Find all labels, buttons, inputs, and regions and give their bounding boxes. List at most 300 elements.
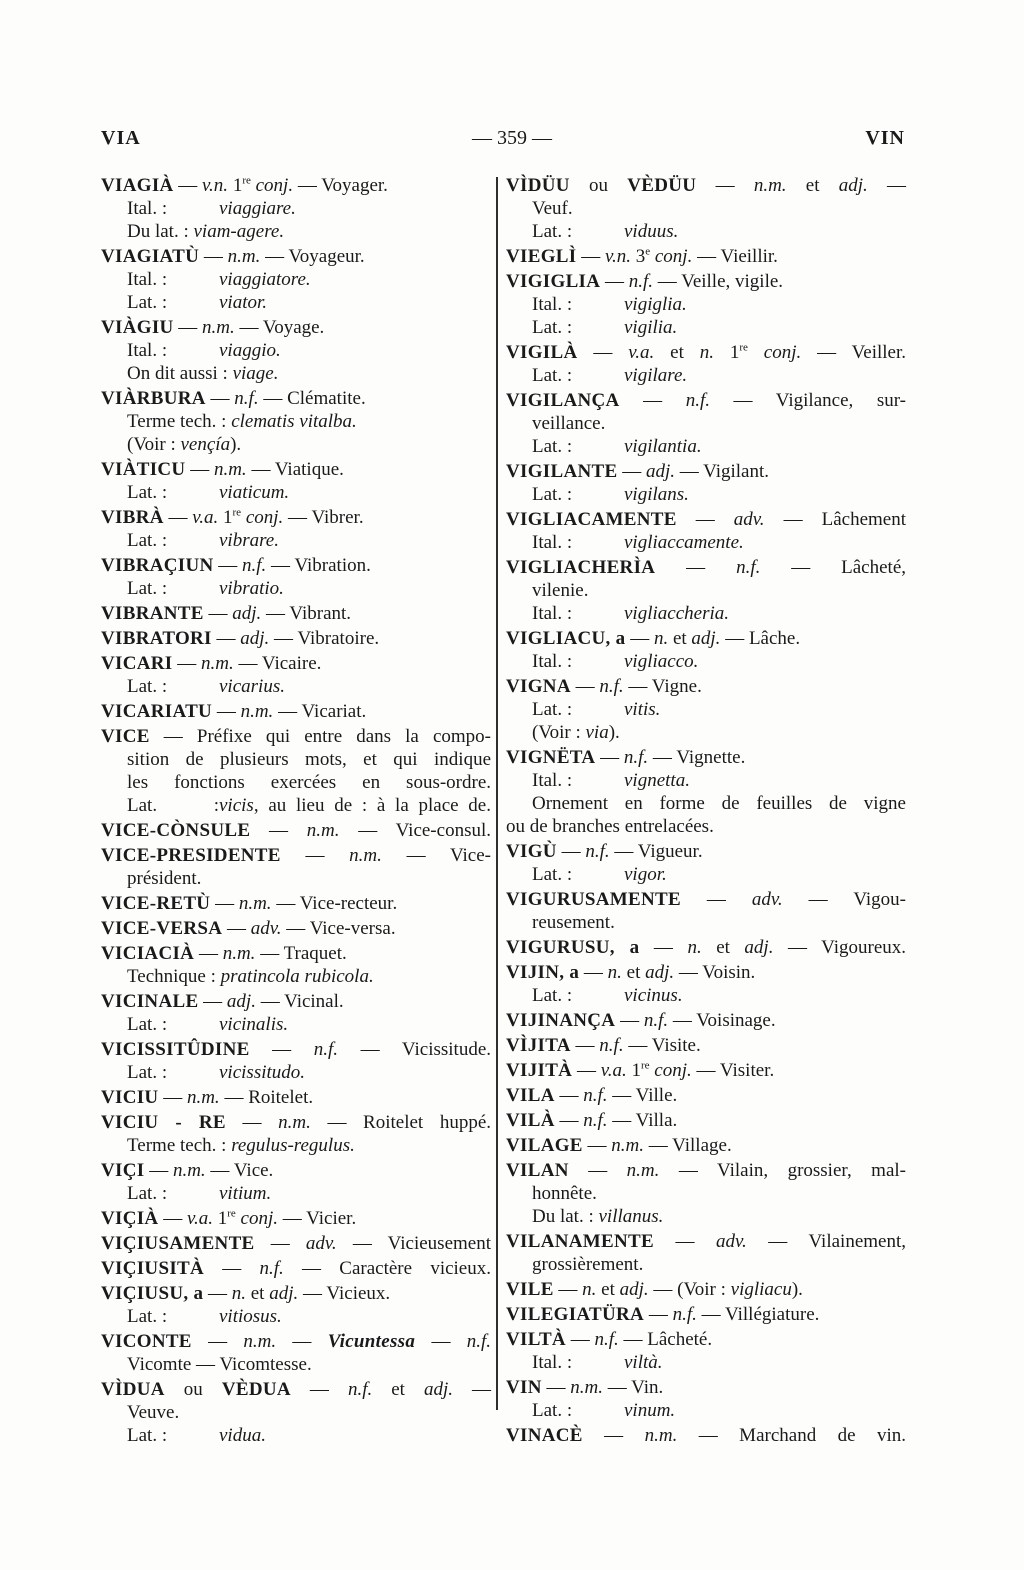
text-run: vigliacu: [730, 1279, 792, 1300]
text-run: VICE: [101, 726, 150, 747]
dictionary-entry: [101, 245, 491, 314]
entry-line: [101, 942, 491, 965]
entry-line: [101, 316, 491, 339]
text-run: reusement.: [532, 912, 615, 933]
right-column: [506, 174, 906, 1449]
text-run: VIGILANTE: [506, 461, 618, 482]
text-run: Vicomte — Vicomtesse.: [127, 1354, 312, 1375]
text-run: — Veiller.: [801, 342, 906, 363]
entry-line: [506, 341, 906, 364]
text-run: v.a.: [600, 1060, 627, 1081]
text-run: vicinus.: [624, 985, 683, 1006]
text-run: , au lieu de : à la place de.: [253, 795, 491, 816]
entry-line: [101, 410, 491, 433]
language-label: Lat. :: [532, 1400, 573, 1421]
text-run: Terme tech. :: [127, 411, 232, 432]
language-label: Ital. :: [532, 603, 573, 624]
entry-line: [101, 362, 491, 385]
entry-line: [101, 481, 491, 504]
dictionary-entry: [101, 387, 491, 456]
text-run: —: [570, 676, 600, 697]
text-run: ou de branches entrelacées.: [506, 816, 714, 837]
dictionary-entry: [506, 888, 906, 934]
entry-line: [506, 1059, 906, 1082]
dictionary-entry: [506, 174, 906, 243]
text-run: VIBRATORI: [101, 628, 212, 649]
running-head-left: VIA: [101, 127, 141, 149]
dictionary-entry: [506, 627, 906, 673]
text-run: n.m.: [222, 943, 256, 964]
text-run: n.f.: [672, 1304, 697, 1325]
text-run: — Vice-consul.: [339, 820, 491, 841]
left-column: [101, 174, 491, 1449]
text-run: viaggio.: [219, 340, 281, 361]
entry-line: [101, 1111, 491, 1134]
text-run: — Clématite.: [258, 388, 366, 409]
text-run: vigilare.: [624, 365, 688, 386]
text-run: — Viatique.: [246, 459, 344, 480]
text-run: — Vigne.: [623, 676, 702, 697]
text-run: VICIU - RE: [101, 1112, 226, 1133]
text-run: —: [617, 461, 646, 482]
text-run: — Vigou-: [782, 889, 907, 910]
text-run: —: [572, 1060, 601, 1081]
text-run: —: [173, 175, 203, 196]
text-run: VICE-CÒNSULE: [101, 820, 251, 841]
text-run: n.m.: [200, 653, 234, 674]
text-run: vigliaccheria.: [624, 603, 729, 624]
text-run: —: [158, 1208, 187, 1229]
text-run: ou: [569, 175, 628, 196]
text-run: Du lat. :: [127, 221, 194, 242]
language-label: Lat. :: [127, 1425, 168, 1446]
text-run: VIJIN, a: [506, 962, 580, 983]
dictionary-entry: [101, 1159, 491, 1205]
text-run: n.m.: [611, 1135, 644, 1156]
dictionary-entry: [506, 1134, 906, 1157]
text-run: viage.: [232, 363, 279, 384]
text-run: adv.: [715, 1231, 747, 1252]
text-run: adj.: [744, 937, 774, 958]
language-label: Ital. :: [127, 269, 168, 290]
text-run: VIEGLÌ: [506, 246, 577, 267]
text-run: — Voisin.: [674, 962, 756, 983]
dictionary-entry: [506, 1159, 906, 1228]
text-run: —: [556, 841, 586, 862]
entry-line: [506, 364, 906, 387]
text-run: VÌDUA: [101, 1379, 165, 1400]
text-run: —: [280, 845, 350, 866]
entry-line: [101, 1232, 491, 1255]
text-run: VIGLIACAMENTE: [506, 509, 677, 530]
language-label: Lat. :: [127, 1014, 168, 1035]
text-run: — Voisinage.: [668, 1010, 776, 1031]
text-run: —: [600, 271, 629, 292]
entry-line: [101, 1086, 491, 1109]
text-run: v.a.: [186, 1208, 213, 1229]
text-run: —: [198, 991, 227, 1012]
text-run: —: [415, 1331, 467, 1352]
language-label: Lat. :: [127, 795, 219, 816]
text-run: — Vicieusement: [336, 1233, 491, 1254]
text-run: v.a.: [192, 507, 219, 528]
text-run: vigilia.: [624, 317, 678, 338]
dictionary-entry: [506, 508, 906, 554]
text-run: —: [250, 820, 307, 841]
text-run: ).: [230, 434, 242, 455]
text-run: n.m.: [626, 1160, 660, 1181]
text-run: n.: [699, 342, 714, 363]
entry-line: [506, 293, 906, 316]
text-run: VIÀGIU: [101, 317, 174, 338]
entry-line: [101, 1038, 491, 1061]
text-run: —: [696, 175, 754, 196]
text-run: viaggiatore.: [219, 269, 311, 290]
text-run: —: [653, 1231, 716, 1252]
text-run: — Lâcheté.: [618, 1329, 713, 1350]
text-run: vicis: [219, 795, 254, 816]
dictionary-entry: [101, 1086, 491, 1109]
text-run: v.a.: [628, 342, 655, 363]
entry-line: [101, 1378, 491, 1401]
entry-line: [101, 675, 491, 698]
entry-line: [101, 990, 491, 1013]
text-run: — Vice-versa.: [281, 918, 396, 939]
text-run: — Caractère vicieux.: [283, 1258, 491, 1279]
entry-line: [506, 911, 906, 934]
dictionary-entry: [101, 990, 491, 1036]
text-run: n.f.: [259, 1258, 284, 1279]
text-run: On dit aussi :: [127, 363, 233, 384]
text-run: n.m.: [240, 701, 274, 722]
text-run: adj.: [226, 991, 256, 1012]
entry-line: [101, 1401, 491, 1424]
entry-line: [506, 863, 906, 886]
text-run: n.m.: [172, 1160, 206, 1181]
dictionary-entry: [506, 341, 906, 387]
text-run: — Vibrer.: [283, 507, 364, 528]
entry-line: [506, 579, 906, 602]
dictionary-entry: [101, 1257, 491, 1280]
entry-line: [506, 721, 906, 744]
text-run: viaggiare.: [219, 198, 296, 219]
text-run: n.f.: [313, 1039, 339, 1060]
language-label: Ital. :: [127, 340, 168, 361]
text-run: — Vice-: [381, 845, 491, 866]
text-run: — Roitelet huppé.: [310, 1112, 491, 1133]
dictionary-entry: [506, 556, 906, 625]
text-run: — Vicissitude.: [338, 1039, 491, 1060]
text-run: VIGURUSAMENTE: [506, 889, 681, 910]
language-label: Lat. :: [127, 292, 168, 313]
entry-line: [101, 387, 491, 410]
entry-line: [506, 197, 906, 220]
text-run: n.m.: [243, 1331, 277, 1352]
dictionary-entry: [101, 602, 491, 625]
text-run: — Veille, vigile.: [653, 271, 784, 292]
text-run: adv.: [751, 889, 783, 910]
text-run: — Vice.: [205, 1160, 274, 1181]
text-run: n.f.: [599, 1035, 624, 1056]
text-run: n.f.: [583, 1110, 608, 1131]
text-run: vitis.: [624, 699, 661, 720]
entry-line: [506, 675, 906, 698]
entry-line: [101, 917, 491, 940]
text-run: — Vilainement,: [746, 1231, 906, 1252]
text-run: VIGNA: [506, 676, 571, 697]
text-run: [748, 342, 764, 363]
text-run: n.m.: [349, 845, 382, 866]
text-run: — Vicinal.: [255, 991, 344, 1012]
language-label: Lat. :: [127, 676, 168, 697]
entry-line: [101, 1330, 491, 1353]
dictionary-entry: [101, 174, 491, 243]
text-run: vigor.: [624, 864, 667, 885]
entry-line: [506, 1159, 906, 1182]
text-run: —: [615, 1010, 644, 1031]
text-run: viator.: [219, 292, 268, 313]
entry-line: [506, 1351, 906, 1374]
entry-line: [506, 961, 906, 984]
text-run: et: [668, 628, 692, 649]
text-run: — Marchand de vin.: [677, 1425, 907, 1446]
text-run: VIBRAÇIUN: [101, 555, 214, 576]
entry-line: [101, 1013, 491, 1036]
text-run: VICARIATU: [101, 701, 213, 722]
text-run: VIGIGLIA: [506, 271, 601, 292]
text-run: ).: [791, 1279, 803, 1300]
entry-line: [506, 602, 906, 625]
text-run: vibratio.: [219, 578, 284, 599]
dictionary-entry: [506, 1084, 906, 1107]
dictionary-entry: [101, 917, 491, 940]
dictionary-entry: [101, 725, 491, 817]
dictionary-entry: [101, 627, 491, 650]
entry-line: [101, 1353, 491, 1376]
text-run: n.: [582, 1279, 597, 1300]
text-run: conj.: [654, 1060, 692, 1081]
language-label: Lat. :: [532, 699, 573, 720]
entry-line: [506, 936, 906, 959]
text-run: n.m.: [213, 459, 247, 480]
entry-line: [101, 245, 491, 268]
dictionary-entry: [506, 1230, 906, 1276]
text-run: honnête.: [532, 1183, 597, 1204]
language-label: Ital. :: [532, 532, 573, 553]
entry-line: [506, 1278, 906, 1301]
text-run: vidua.: [219, 1425, 266, 1446]
text-run: n.f.: [736, 557, 761, 578]
entry-line: [506, 1205, 906, 1228]
text-run: VIGURUSU, a: [506, 937, 640, 958]
text-run: vigilans.: [624, 484, 689, 505]
text-run: — Vicaire.: [233, 653, 322, 674]
text-run: VICINALE: [101, 991, 199, 1012]
entry-line: [506, 531, 906, 554]
language-label: Lat. :: [127, 1306, 168, 1327]
text-run: —: [225, 1112, 279, 1133]
text-run: 1: [218, 507, 233, 528]
dictionary-entry: [506, 1278, 906, 1301]
entry-line: [101, 652, 491, 675]
text-run: VIGLIACU, a: [506, 628, 626, 649]
text-run: vigliacco.: [624, 651, 699, 672]
text-run: adj.: [232, 603, 262, 624]
text-run: VIJINANÇA: [506, 1010, 616, 1031]
text-run: — Préfixe qui entre dans la compo-: [149, 726, 491, 747]
text-run: VÌJITA: [506, 1035, 571, 1056]
text-run: VINACÈ: [506, 1425, 583, 1446]
text-run: 1: [713, 342, 740, 363]
entry-line: [506, 412, 906, 435]
text-run: VILA: [506, 1085, 555, 1106]
entry-line: [101, 197, 491, 220]
text-run: VIÇIUSU, a: [101, 1283, 204, 1304]
entry-line: [101, 794, 491, 817]
text-run: VILAN: [506, 1160, 569, 1181]
text-run: et: [372, 1379, 424, 1400]
text-run: —: [290, 1379, 348, 1400]
entry-line: [506, 1376, 906, 1399]
text-run: et: [786, 175, 839, 196]
text-run: VIÀRBURA: [101, 388, 206, 409]
text-run: viduus.: [624, 221, 679, 242]
text-run: vitiosus.: [219, 1306, 282, 1327]
text-run: adj.: [240, 628, 270, 649]
text-run: —: [199, 246, 228, 267]
text-run: vicinalis.: [219, 1014, 289, 1035]
text-run: n.f.: [347, 1379, 373, 1400]
text-run: —: [211, 628, 241, 649]
entry-line: [506, 769, 906, 792]
text-run: —: [619, 390, 686, 411]
text-run: —: [553, 1279, 583, 1300]
entry-line: [101, 506, 491, 529]
entry-line: [506, 316, 906, 339]
text-run: viltà.: [624, 1352, 663, 1373]
entry-line: [506, 1009, 906, 1032]
text-run: —: [249, 1039, 314, 1060]
text-run: — Vigilance, sur-: [709, 390, 906, 411]
text-run: VÈDUA: [221, 1379, 291, 1400]
text-run: — Vieillir.: [692, 246, 778, 267]
entry-line: [506, 1328, 906, 1351]
entry-line: [101, 965, 491, 988]
dictionary-entry: [506, 1109, 906, 1132]
entry-line: [506, 650, 906, 673]
text-run: —: [191, 1331, 244, 1352]
text-run: sition de plusieurs mots, et qui indique: [127, 749, 491, 770]
text-run: conj.: [255, 175, 294, 196]
text-run: —: [204, 1258, 260, 1279]
text-run: (Voir :: [532, 722, 586, 743]
entry-line: [506, 888, 906, 911]
text-run: — Vigilant.: [674, 461, 770, 482]
text-run: n.: [687, 937, 702, 958]
text-run: e: [645, 245, 651, 258]
text-run: — Vicieux.: [298, 1283, 391, 1304]
dictionary-entry: [506, 1424, 906, 1447]
language-label: Lat. :: [532, 436, 573, 457]
text-run: conj.: [763, 342, 802, 363]
text-run: re: [232, 506, 242, 519]
entry-line: [506, 1084, 906, 1107]
language-label: Lat. :: [532, 365, 573, 386]
entry-line: [101, 748, 491, 771]
text-run: clematis vitalba.: [231, 411, 357, 432]
entry-line: [506, 389, 906, 412]
entry-line: [506, 1230, 906, 1253]
text-run: —: [680, 889, 752, 910]
text-run: VIBRANTE: [101, 603, 204, 624]
text-run: n.m.: [202, 317, 235, 338]
text-run: vicarius.: [219, 676, 285, 697]
text-run: adj.: [645, 461, 675, 482]
text-run: —: [582, 1425, 645, 1446]
text-run: n.m.: [186, 1087, 220, 1108]
text-run: conj.: [654, 246, 693, 267]
dictionary-entry: [506, 746, 906, 838]
dictionary-entry: [101, 554, 491, 600]
text-run: re: [739, 341, 748, 354]
dictionary-entry: [101, 652, 491, 698]
text-run: v.n.: [604, 246, 631, 267]
text-run: — Vilain, grossier, mal-: [659, 1160, 906, 1181]
text-run: viam-agere.: [193, 221, 285, 242]
entry-line: [101, 1061, 491, 1084]
text-run: Technique :: [127, 966, 221, 987]
text-run: — Vigoureux.: [773, 937, 906, 958]
text-run: VILÀ: [506, 1110, 555, 1131]
text-run: et: [654, 342, 700, 363]
entry-line: [506, 698, 906, 721]
text-run: n.f.: [643, 1010, 669, 1031]
text-run: n.m.: [238, 893, 272, 914]
language-label: Ital. :: [127, 198, 168, 219]
text-run: vignetta.: [624, 770, 690, 791]
entry-line: [101, 725, 491, 748]
text-run: —: [194, 943, 223, 964]
text-run: —: [644, 1304, 673, 1325]
text-run: vitium.: [219, 1183, 272, 1204]
text-run: VILAGE: [506, 1135, 583, 1156]
text-run: — Vicariat.: [273, 701, 367, 722]
text-run: — Lâchement: [764, 509, 906, 530]
text-run: — Villégiature.: [696, 1304, 820, 1325]
text-run: — Vigueur.: [609, 841, 703, 862]
text-run: VICIACIÀ: [101, 943, 195, 964]
text-run: —: [554, 1110, 584, 1131]
entry-line: [101, 1159, 491, 1182]
dictionary-entry: [101, 506, 491, 552]
text-run: adv.: [250, 918, 282, 939]
text-run: n.: [231, 1283, 246, 1304]
text-run: —: [276, 1331, 328, 1352]
entry-line: [101, 819, 491, 842]
text-run: —: [568, 1160, 627, 1181]
text-run: vinum.: [624, 1400, 676, 1421]
text-run: —: [570, 1035, 600, 1056]
entry-line: [506, 435, 906, 458]
text-run: et: [246, 1283, 270, 1304]
text-run: via: [585, 722, 609, 743]
text-run: n.f.: [623, 747, 649, 768]
dictionary-entry: [506, 245, 906, 268]
text-run: VIGILÀ: [506, 342, 578, 363]
dictionary-entry: [506, 961, 906, 1007]
dictionary-entry: [101, 1282, 491, 1328]
language-label: Ital. :: [532, 651, 573, 672]
